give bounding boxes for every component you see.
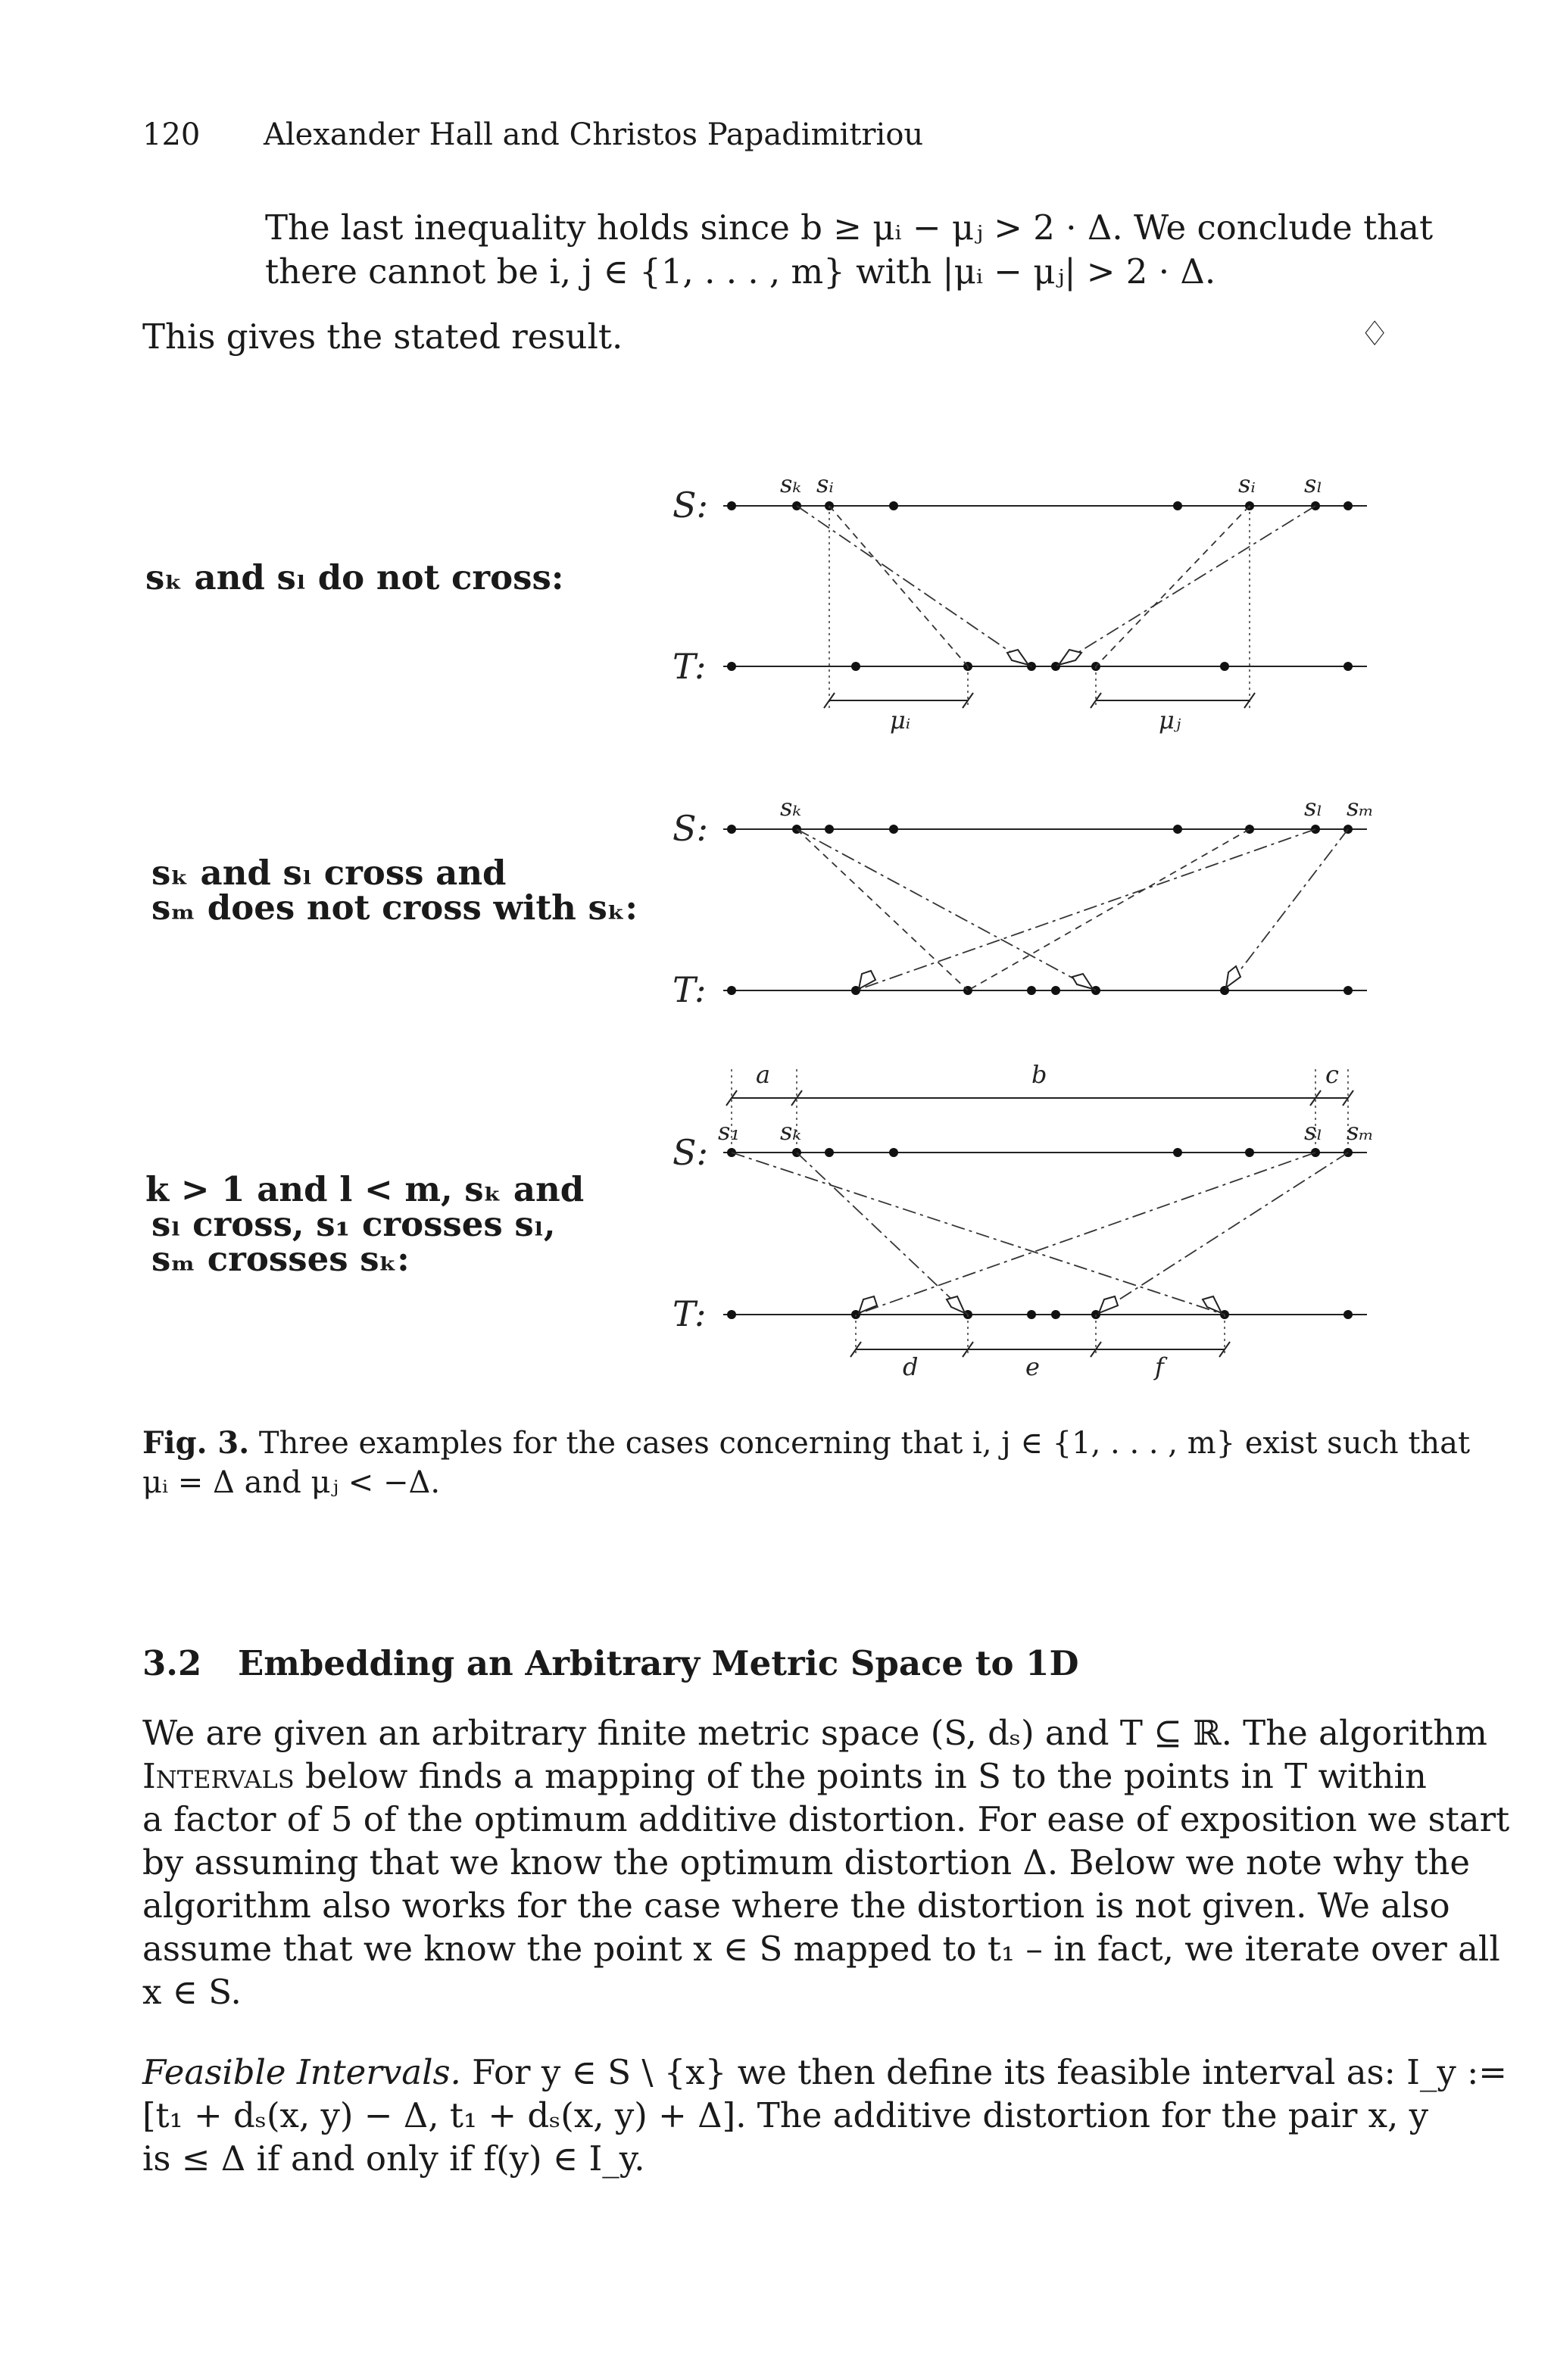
caption-label: Fig. 3. [142,1425,250,1461]
t-point [727,1310,736,1319]
label-b: b [1031,1060,1047,1089]
label-f: f [1155,1352,1164,1381]
section-number: 3.2 [142,1643,202,1683]
s-point [1245,1148,1254,1157]
label-sm: sₘ [1347,793,1375,822]
para1-line-2 [142,1755,1427,1798]
label-mu-j: μⱼ [1159,706,1181,735]
arrowhead [1007,650,1028,665]
label-d: d [903,1352,919,1381]
t-point [1220,662,1229,671]
t-point [1051,662,1060,671]
label-sl: sₗ [1304,469,1323,498]
para1-line-5: algorithm also works for the case where the distortion is not given. We also [142,1886,1450,1926]
map-line-sk [797,829,1096,990]
map-line-si [829,506,968,666]
proof-line-1: The last inequality holds since b ≥ μᵢ − μⱼ > 2 · Δ. We conclude that [265,207,1434,248]
para2-line-2: [t₁ + dₛ(x, y) − Δ, t₁ + dₛ(x, y) + Δ]. The additive distortion for the pair x, y [142,2095,1429,2135]
t-point [1343,1310,1353,1319]
t-point [1343,662,1353,671]
label-e: e [1025,1352,1040,1381]
figure-label-cross-1: sₖ and sₗ cross and [151,853,507,893]
algorithm-name: Intervals [142,1756,295,1796]
s-point [1173,501,1182,510]
figure-label-third-2: sₗ cross, s₁ crosses sₗ, [151,1204,556,1244]
t-point [1027,986,1036,995]
arrowhead [1072,974,1093,989]
s-point [889,1148,898,1157]
s-point [889,825,898,834]
proof-line-2: there cannot be i, j ∈ {1, . . . , m} with |μᵢ − μⱼ| > 2 · Δ. [265,251,1216,292]
s-point [1173,825,1182,834]
figure-caption [142,1424,1470,1463]
para1-line-7: x ∈ S. [142,1972,242,2012]
para2-line-1 [142,2051,1507,2094]
label-sk: sₖ [780,469,802,498]
section-title: Embedding an Arbitrary Metric Space to 1D [238,1643,1079,1683]
proof-line-3: This gives the stated result. [142,317,623,357]
arrowhead [1203,1296,1222,1313]
t-point [1343,986,1353,995]
label-sk: sₖ [780,1117,802,1146]
t-point [1051,986,1060,995]
arrowhead [947,1296,965,1313]
caption-text-1: Three examples for the cases concerning that i, j ∈ {1, . . . , m} exist such that [258,1426,1471,1461]
s-point [825,1148,834,1157]
para2-line-3: is ≤ Δ if and only if f(y) ∈ I_y. [142,2138,645,2179]
axis-label-t: T: [673,646,707,687]
map-line [968,829,1250,990]
axis-label-t: T: [673,1293,707,1334]
s-point [727,501,736,510]
label-si: sᵢ [816,469,834,498]
axis-label-s: S: [673,1132,709,1173]
para2-line-1-rest: For y ∈ S \ {x} we then define its feasible interval as: I_y := [460,2052,1507,2092]
figure-label-cross-2: sₘ does not cross with sₖ: [151,887,638,928]
axis-label-s: S: [673,808,709,849]
figure-label-third-3: sₘ crosses sₖ: [151,1239,410,1279]
arrowhead [1099,1296,1118,1313]
para2-heading: Feasible Intervals. [142,2052,461,2092]
t-point [851,662,860,671]
qed-icon: ♢ [1359,313,1390,354]
s-point [889,501,898,510]
t-point [727,986,736,995]
label-si: sᵢ [1238,469,1256,498]
map-line-sk [797,506,1031,666]
para1-line-3: a factor of 5 of the optimum additive distortion. For ease of exposition we start [142,1799,1510,1839]
s-point [1343,501,1353,510]
diagram-third [673,1060,1374,1381]
diagram-no-cross [673,469,1367,735]
label-mu-i: μᵢ [890,706,911,735]
page-number: 120 [142,117,201,152]
diagram-cross [673,793,1374,1010]
para1-line-2-rest: below finds a mapping of the points in S to the points in T within [294,1756,1427,1796]
label-a: a [756,1060,771,1089]
s-point [1173,1148,1182,1157]
caption-text-2: μᵢ = Δ and μⱼ < −Δ. [142,1465,441,1500]
axis-label-t: T: [673,969,707,1010]
t-point [1027,1310,1036,1319]
label-sm: sₘ [1347,1117,1375,1146]
arrowhead [1059,650,1081,665]
running-header-authors: Alexander Hall and Christos Papadimitriou [264,117,924,152]
label-sk: sₖ [780,793,802,822]
para1-line-6: assume that we know the point x ∈ S mapped to t₁ – in fact, we iterate over all [142,1929,1500,1969]
figure-label-third-1: k > 1 and l < m, sₖ and [145,1169,585,1209]
map-line-s1 [732,1153,1225,1315]
t-point [1051,1310,1060,1319]
map-line [797,829,968,990]
map-line-sl [1056,506,1315,666]
map-line-sk [797,1153,968,1315]
s-point [825,825,834,834]
label-sl: sₗ [1304,1117,1323,1146]
label-s1: s₁ [718,1117,741,1146]
map-line-sl [856,829,1315,990]
map-line-sm [1225,829,1348,990]
label-c: c [1325,1060,1339,1089]
figure-label-no-cross: sₖ and sₗ do not cross: [145,557,564,597]
map-line-sm [1096,1153,1348,1315]
axis-label-s: S: [673,485,709,526]
para1-line-1: We are given an arbitrary finite metric space (S, dₛ) and T ⊆ ℝ. The algorithm [142,1713,1487,1753]
t-point [727,662,736,671]
s-point [727,825,736,834]
arrowhead [1226,966,1240,987]
map-line-sl [856,1153,1315,1315]
label-sl: sₗ [1304,793,1323,822]
map-line-si [1096,506,1250,666]
para1-line-4: by assuming that we know the optimum distortion Δ. Below we note why the [142,1842,1471,1882]
